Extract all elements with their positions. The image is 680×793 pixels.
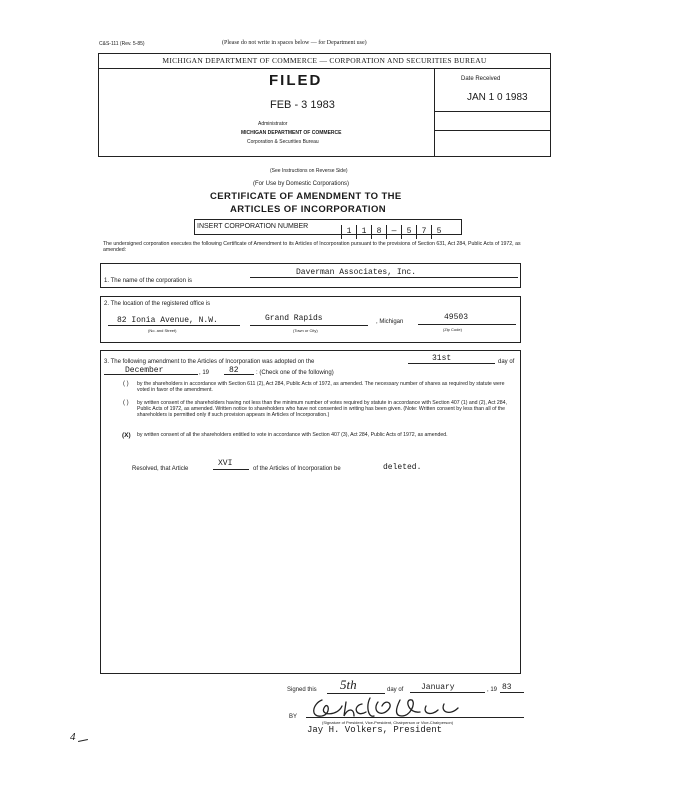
corporation-name-line [250,277,518,278]
registered-office-street[interactable]: 82 Ionia Avenue, N.W. [117,316,218,325]
corporation-number-digit: 8 [371,225,386,239]
corporation-number-label: INSERT CORPORATION NUMBER [197,223,309,230]
corporation-number-digit: 5 [431,225,446,239]
by-label: BY [289,714,298,720]
form-title-line2: ARTICLES OF INCORPORATION [230,204,387,215]
signed-month-line [410,692,485,693]
resolved-mid: of the Articles of Incorporation be [253,466,341,472]
article-line [213,469,249,470]
undersigned-statement: The undersigned corporation executes the following Certificate of Amendment to its Articles of Incorporation pursuant to the provisions of Section 631, Act 284, Public Acts of 1972, as amended: [103,241,521,254]
signed-year-line [500,692,524,693]
department-heading: MICHIGAN DEPARTMENT OF COMMERCE — CORPORATION AND SECURITIES BUREAU [162,56,487,65]
instructions-note: (See Instructions on Reverse Side) [270,168,348,174]
section-3-box [100,350,521,674]
signature-line [306,717,524,718]
signature-caption: (Signature of President, Vice-President, Chairperson or Vice-Chairperson) [322,720,454,725]
signer-name: Jay H. Volkers, President [307,725,443,735]
day-of-label: day of [498,359,515,365]
corporation-number-digit: — [386,225,401,239]
signed-day-of-label: day of [387,687,404,693]
margin-page-mark: 4 [70,731,76,743]
resolved-article[interactable]: XVI [218,459,233,468]
street-line [108,325,240,326]
corporation-number-digit: 7 [416,225,431,239]
resolved-action[interactable]: deleted. [383,463,422,472]
admin-bureau: Corporation & Securities Bureau [247,139,319,145]
divider [98,68,551,69]
city-line [250,325,368,326]
amendment-year[interactable]: 82 [229,366,239,375]
divider [434,68,435,157]
option-2-checkbox[interactable]: ( ) [123,400,129,406]
signed-month[interactable]: January [421,683,455,692]
filed-date: FEB - 3 1983 [270,99,335,111]
month-line [104,374,198,375]
form-code: C&S-111 (Rev. 5-85) [99,41,145,47]
domestic-note: (For Use by Domestic Corporations) [253,181,350,187]
divider [434,111,551,112]
corporation-number-digit: 5 [401,225,416,239]
option-1-checkbox[interactable]: ( ) [123,381,129,387]
option-1-text: by the shareholders in accordance with Section 611 (2), Act 284, Public Acts of 1972, as amended. The necessary number of shares as required by statute were voted in favor of the amendment. [137,381,505,394]
amendment-month[interactable]: December [125,366,164,375]
date-received-label: Date Received [461,76,501,82]
year-prefix: , 19 [199,370,210,376]
signed-year-prefix: , 19 [487,687,498,693]
filed-stamp: FILED [269,72,323,89]
year-line [224,374,254,375]
corporation-number-digit: 1 [356,225,371,239]
registered-office-zip[interactable]: 49503 [444,313,469,322]
signed-this-label: Signed this [287,687,317,693]
zip-line [418,324,516,325]
divider [434,130,551,131]
resolved-label: Resolved, that Article [132,466,189,472]
corporation-name-label: 1. The name of the corporation is [104,278,192,284]
signed-day[interactable]: 5th [340,677,357,692]
registered-office-city[interactable]: Grand Rapids [265,314,323,323]
corporation-name-value[interactable]: Daverman Associates, Inc. [296,268,417,277]
registered-office-state: , Michigan [376,319,404,325]
option-3-checkbox[interactable]: (X) [122,432,131,439]
city-caption: (Town or City) [293,328,318,333]
registered-office-label: 2. The location of the registered office is [104,301,211,307]
amendment-adopted-label: 3. The following amendment to the Articles of Incorporation was adopted on the [104,359,315,365]
day-line [408,363,495,364]
amendment-day[interactable]: 31st [432,354,452,363]
check-one-label: : (Check one of the following) [256,370,334,376]
corporation-number [341,220,446,234]
admin-title: Administrator [258,121,288,127]
admin-department: MICHIGAN DEPARTMENT OF COMMERCE [241,130,342,136]
form-title-line1: CERTIFICATE OF AMENDMENT TO THE [210,191,402,202]
zip-caption: (Zip Code) [443,327,462,332]
department-use-notice: (Please do not write in spaces below — for Department use) [222,40,367,46]
option-2-text: by written consent of the shareholders having not less than the minimum number of votes required by statute in accordance with Section 407 (1) and (2), Act 284, Public Acts of 1972, as amended. Written notice to shareholders who have not consented in writing has been given. (Note: Written consent by less than all of the shareholders is permitted only if such provision appears in Articles of Incorporation.) [137,400,507,419]
option-3-text: by written consent of all the shareholders entitled to vote in accordance with Section 407 (3), Act 284, Public Acts of 1972, as amended. [137,432,448,438]
street-caption: (No. and Street) [148,328,177,333]
signed-year[interactable]: 83 [502,683,512,692]
margin-mark-stroke [78,739,88,742]
date-received-stamp: JAN 1 0 1983 [467,92,528,103]
corporation-number-digit: 1 [341,225,356,239]
